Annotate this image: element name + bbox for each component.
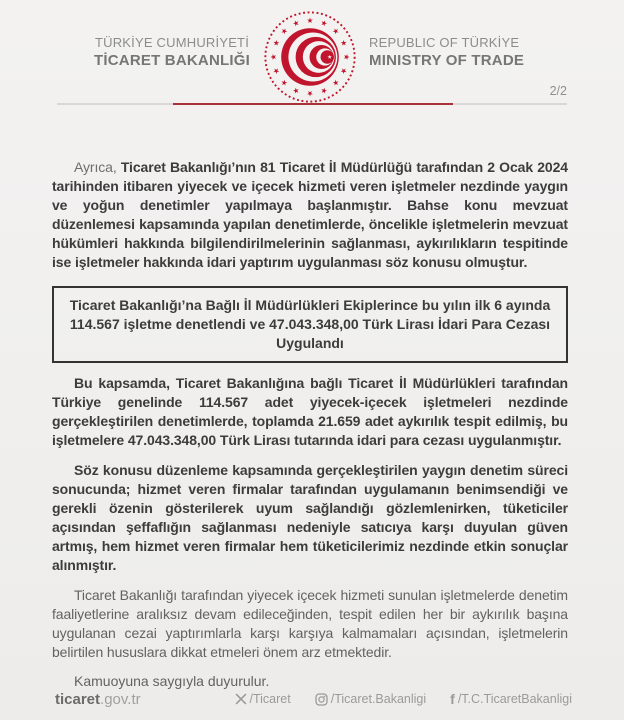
republic-line-tr: TÜRKİYE CUMHURİYETİ <box>94 35 250 50</box>
x-icon <box>235 693 247 705</box>
facebook-icon: f <box>450 691 455 707</box>
paragraph-warning: Ticaret Bakanlığı tarafından yiyecek içecek hizmeti sunulan işletmelerde denetim faaliyetlerine aralıksız devam edileceğinden, tespit edilen her bir aykırılık başına uygulanan cezai yaptırımlarla karşı karşıya kalmamaları açısından, işletmelerin belirtilen hususlara dikkat etmeleri önem arz etmektedir. <box>52 587 568 660</box>
website-link[interactable] <box>55 691 141 708</box>
ministry-line-tr: TİCARET BAKANLIĞI <box>94 52 250 69</box>
social-link-x[interactable] <box>235 692 291 706</box>
paragraph-results: Söz konusu düzenleme kapsamında gerçekleştirilen yaygın denetim süreci sonucunda; hizmet veren firmalar tarafından uygulamanın benimsendiği ve gerekli özenin gösterilerek uyum sağlandığı gözlemlenirken, tüketiciler açısından şeffaflığın sağlanması nedeniyle satıcıya karşı duyulan güven artmış, hem hizmet veren firmalar hem tüketicilerimiz nezdinde etkin sonuçlar alınmıştır. <box>52 462 568 573</box>
republic-line-en: REPUBLIC OF TÜRKİYE <box>369 35 520 50</box>
social-handle: /Ticaret.Bakanligi <box>330 692 427 706</box>
paragraph-inspections-started <box>52 158 568 272</box>
paragraph-statistics: Bu kapsamda, Ticaret Bakanlığına bağlı Ticaret İl Müdürlükleri tarafından Türkiye genelinde 114.567 adet yiyecek-içecek işletmeleri nezdinde gerçekleştirilen denetimlerde, toplamda 21.659 adet aykırılık tespit edilmiş, bu işletmelere 47.043.348,00 Türk Lirası tutarında idari para cezası uygulanmıştır. <box>52 375 568 448</box>
header-divider-accent <box>173 103 453 105</box>
ministry-line-en: MINISTRY OF TRADE <box>369 52 525 69</box>
social-link-facebook[interactable] <box>450 692 572 706</box>
social-handle: /Ticaret <box>249 692 291 706</box>
paragraph-lead: Ayrıca, <box>74 159 117 175</box>
social-link-instagram[interactable] <box>315 692 426 706</box>
document-body <box>52 158 568 707</box>
page-indicator: 2/2 <box>549 84 567 98</box>
social-handle: /T.C.TicaretBakanligi <box>457 692 572 706</box>
closing-statement: Kamuoyuna saygıyla duyurulur. <box>74 673 270 689</box>
ministry-name-turkish <box>88 35 256 69</box>
website-bold-part: ticaret <box>55 691 101 708</box>
paragraph-bold-text: Ticaret Bakanlığı’nın 81 Ticaret İl Müdürlüğü tarafından 2 Ocak 2024 tarihinden itibaren yiyecek ve içecek hizmeti veren işletmeler nezdinde yaygın ve yoğun denetimler yapılmaya başlanmıştır. Bahse konu mevzuat düzenlemesi kapsamında yapılan denetimlerde, öncelikle işletmelerin mevzuat hükümleri hakkında bilgilendirilmelerinin sağlanması, aykırılıkların tespitinde ise işletmeler hakkında idari yaptırım uygulanması söz konusu olmuştur. <box>52 159 568 270</box>
ministry-name-english <box>369 35 549 69</box>
website-rest-part: .gov.tr <box>100 691 141 708</box>
ministry-of-trade-emblem-icon <box>262 9 358 110</box>
highlight-box: Ticaret Bakanlığı’na Bağlı İl Müdürlükleri Ekiplerince bu yılın ilk 6 ayında 114.567 işletme denetlendi ve 47.043.348,00 Türk Lirası İdari Para Cezası Uygulandı <box>52 286 568 363</box>
header-divider <box>57 103 567 105</box>
instagram-icon <box>315 693 328 706</box>
social-links <box>235 692 572 706</box>
